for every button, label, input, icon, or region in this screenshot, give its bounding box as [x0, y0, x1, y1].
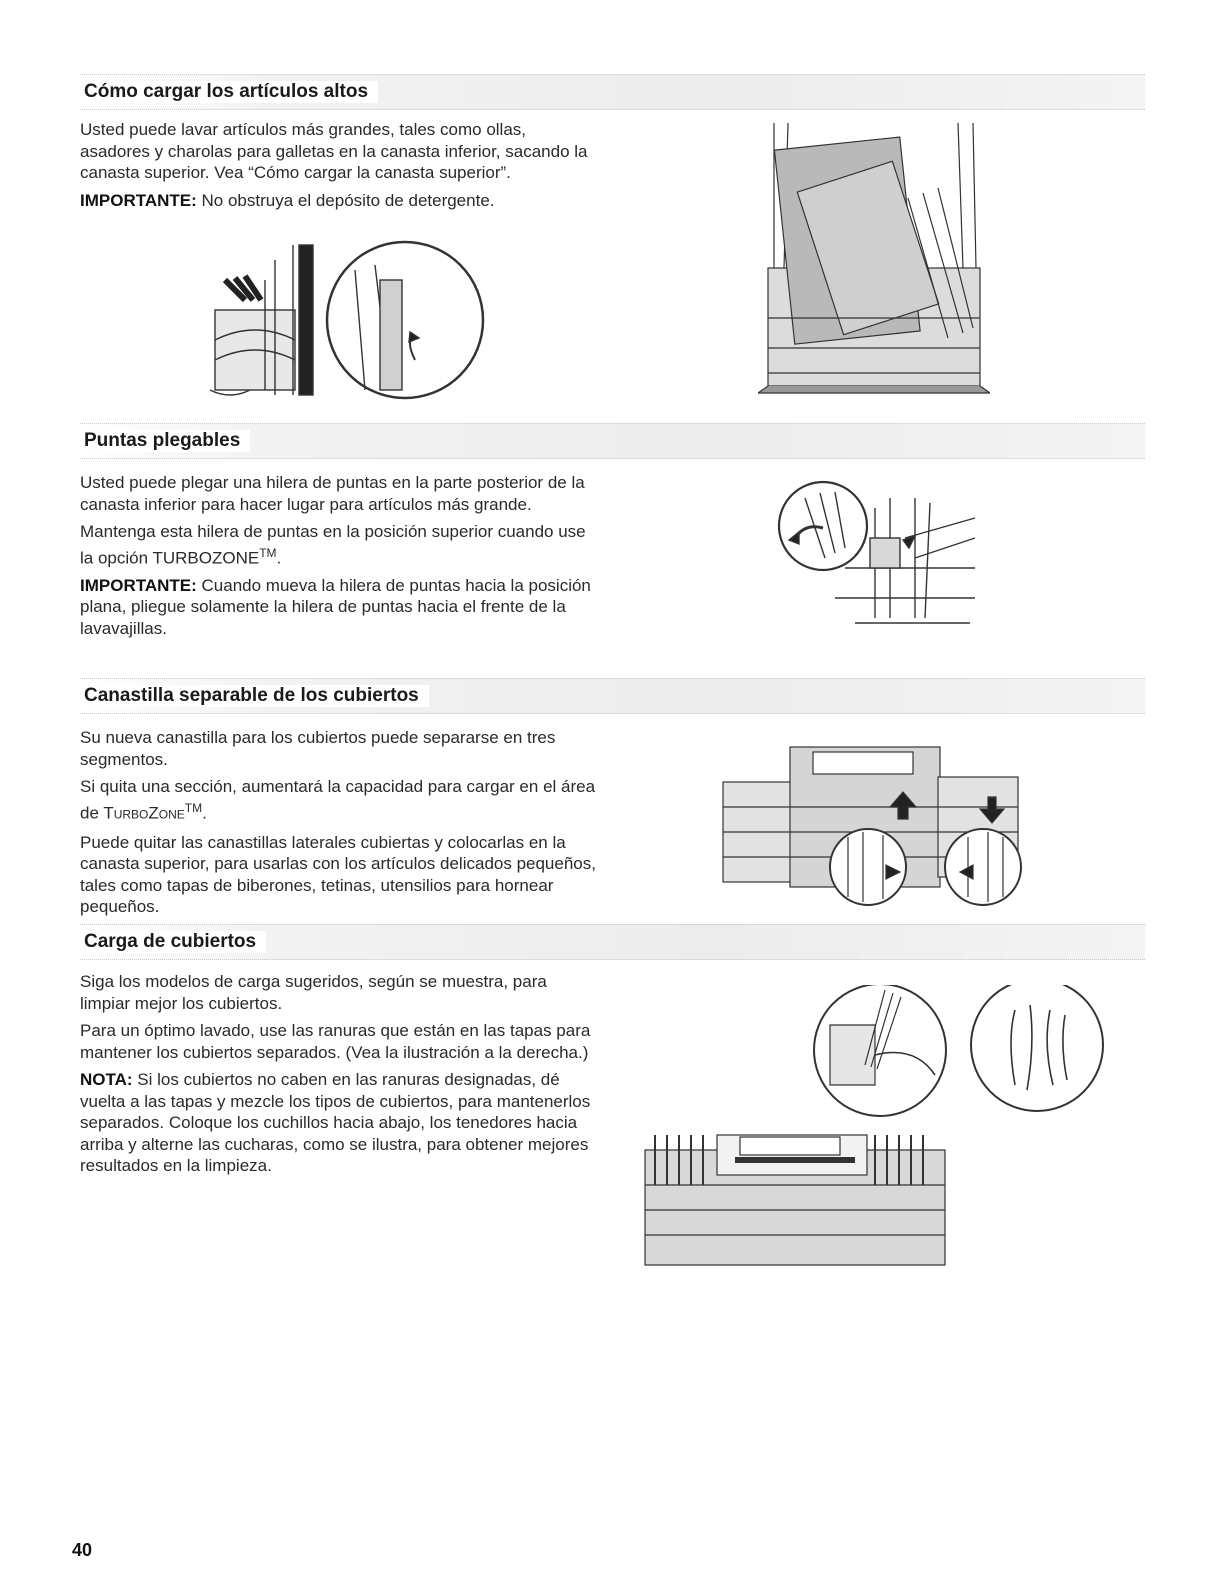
important-note [80, 190, 600, 212]
lower-rack-tall-items-illustration [758, 118, 990, 396]
section-heading-loading-silverware [80, 924, 1145, 960]
section-title: Cómo cargar los artículos altos [84, 81, 378, 103]
section-body-removable-basket [80, 727, 600, 924]
paragraph-text: Si quita una sección, aumentará la capacidad para cargar en el área de T [80, 777, 596, 823]
detergent-dispenser-illustration [205, 240, 495, 405]
paragraph-end: . [202, 803, 207, 823]
paragraph: Puede quitar las canastillas laterales cubiertas y colocarlas en la canasta superior, para usarlas con los artículos delicados pequeños, tales como tapas de biberones, tetinas, utensilios para hornear pequeños. [80, 832, 596, 917]
smallcaps-text: URBO [113, 807, 149, 822]
paragraph: Siga los modelos de carga sugeridos, según se muestra, para limpiar mejor los cubiertos. [80, 972, 547, 1013]
heading-bar [80, 678, 1145, 714]
paragraph-turbozone [80, 521, 600, 569]
section-title: Canastilla separable de los cubiertos [84, 685, 429, 707]
section-title: Puntas plegables [84, 430, 250, 452]
section-body-folding-tines [80, 472, 600, 645]
section-body-tall-items [80, 119, 600, 217]
paragraph: Para un óptimo lavado, use las ranuras que están en las tapas para mantener los cubiertos separados. (Vea la ilustración a la derecha.) [80, 1021, 591, 1062]
paragraph: Usted puede lavar artículos más grandes, tales como ollas, asadores y charolas para galletas en la canasta inferior, sacando la canasta superior. Vea “Cómo cargar la canasta superior”. [80, 120, 588, 182]
page-number: 40 [72, 1540, 93, 1560]
important-label: IMPORTANTE: [80, 575, 197, 595]
important-text: No obstruya el depósito de detergente. [196, 190, 495, 210]
paragraph: Usted puede plegar una hilera de puntas en la parte posterior de la canasta inferior para hacer lugar para artículos más grande. [80, 473, 585, 514]
paragraph: Su nueva canastilla para los cubiertos puede separarse en tres segmentos. [80, 728, 556, 769]
paragraph-turbozone [80, 776, 600, 826]
section-heading-folding-tines [80, 423, 1145, 459]
note-paragraph [80, 1069, 600, 1177]
important-label: IMPORTANTE: [80, 190, 197, 210]
capital-letter: Z [148, 803, 159, 823]
section-heading-tall-items [80, 74, 1145, 110]
heading-bar [80, 924, 1145, 960]
folding-tines-illustration [775, 478, 980, 628]
important-note [80, 575, 600, 640]
trademark-symbol: TM [259, 545, 277, 560]
section-body-loading-silverware [80, 971, 600, 1183]
removable-basket-illustration [718, 737, 1038, 909]
paragraph-end: . [276, 548, 282, 568]
note-text: Si los cubiertos no caben en las ranuras designadas, dé vuelta a las tapas y mezcle los tipos de cubiertos, para mantenerlos separados. Coloque los cuchillos hacia abajo, los tenedores hacia arriba y alterne las cucharas, como se ilustra, para obtener mejores resultados en la limpieza. [80, 1070, 591, 1175]
heading-bar [80, 74, 1145, 110]
note-label: NOTA: [80, 1070, 133, 1089]
trademark-symbol: TM [184, 800, 203, 815]
paragraph-text: Mantenga esta hilera de puntas en la posición superior cuando use la opción TURBOZONE [80, 522, 586, 568]
section-heading-removable-basket [80, 678, 1145, 714]
silverware-loading-illustration [635, 985, 1105, 1270]
section-title: Carga de cubiertos [84, 931, 266, 953]
heading-bar [80, 423, 1145, 459]
smallcaps-text: ONE [158, 807, 185, 822]
important-text: Cuando mueva la hilera de puntas hacia la posición plana, pliegue solamente la hilera de puntas hacia el frente de la lavavajillas. [80, 575, 591, 638]
